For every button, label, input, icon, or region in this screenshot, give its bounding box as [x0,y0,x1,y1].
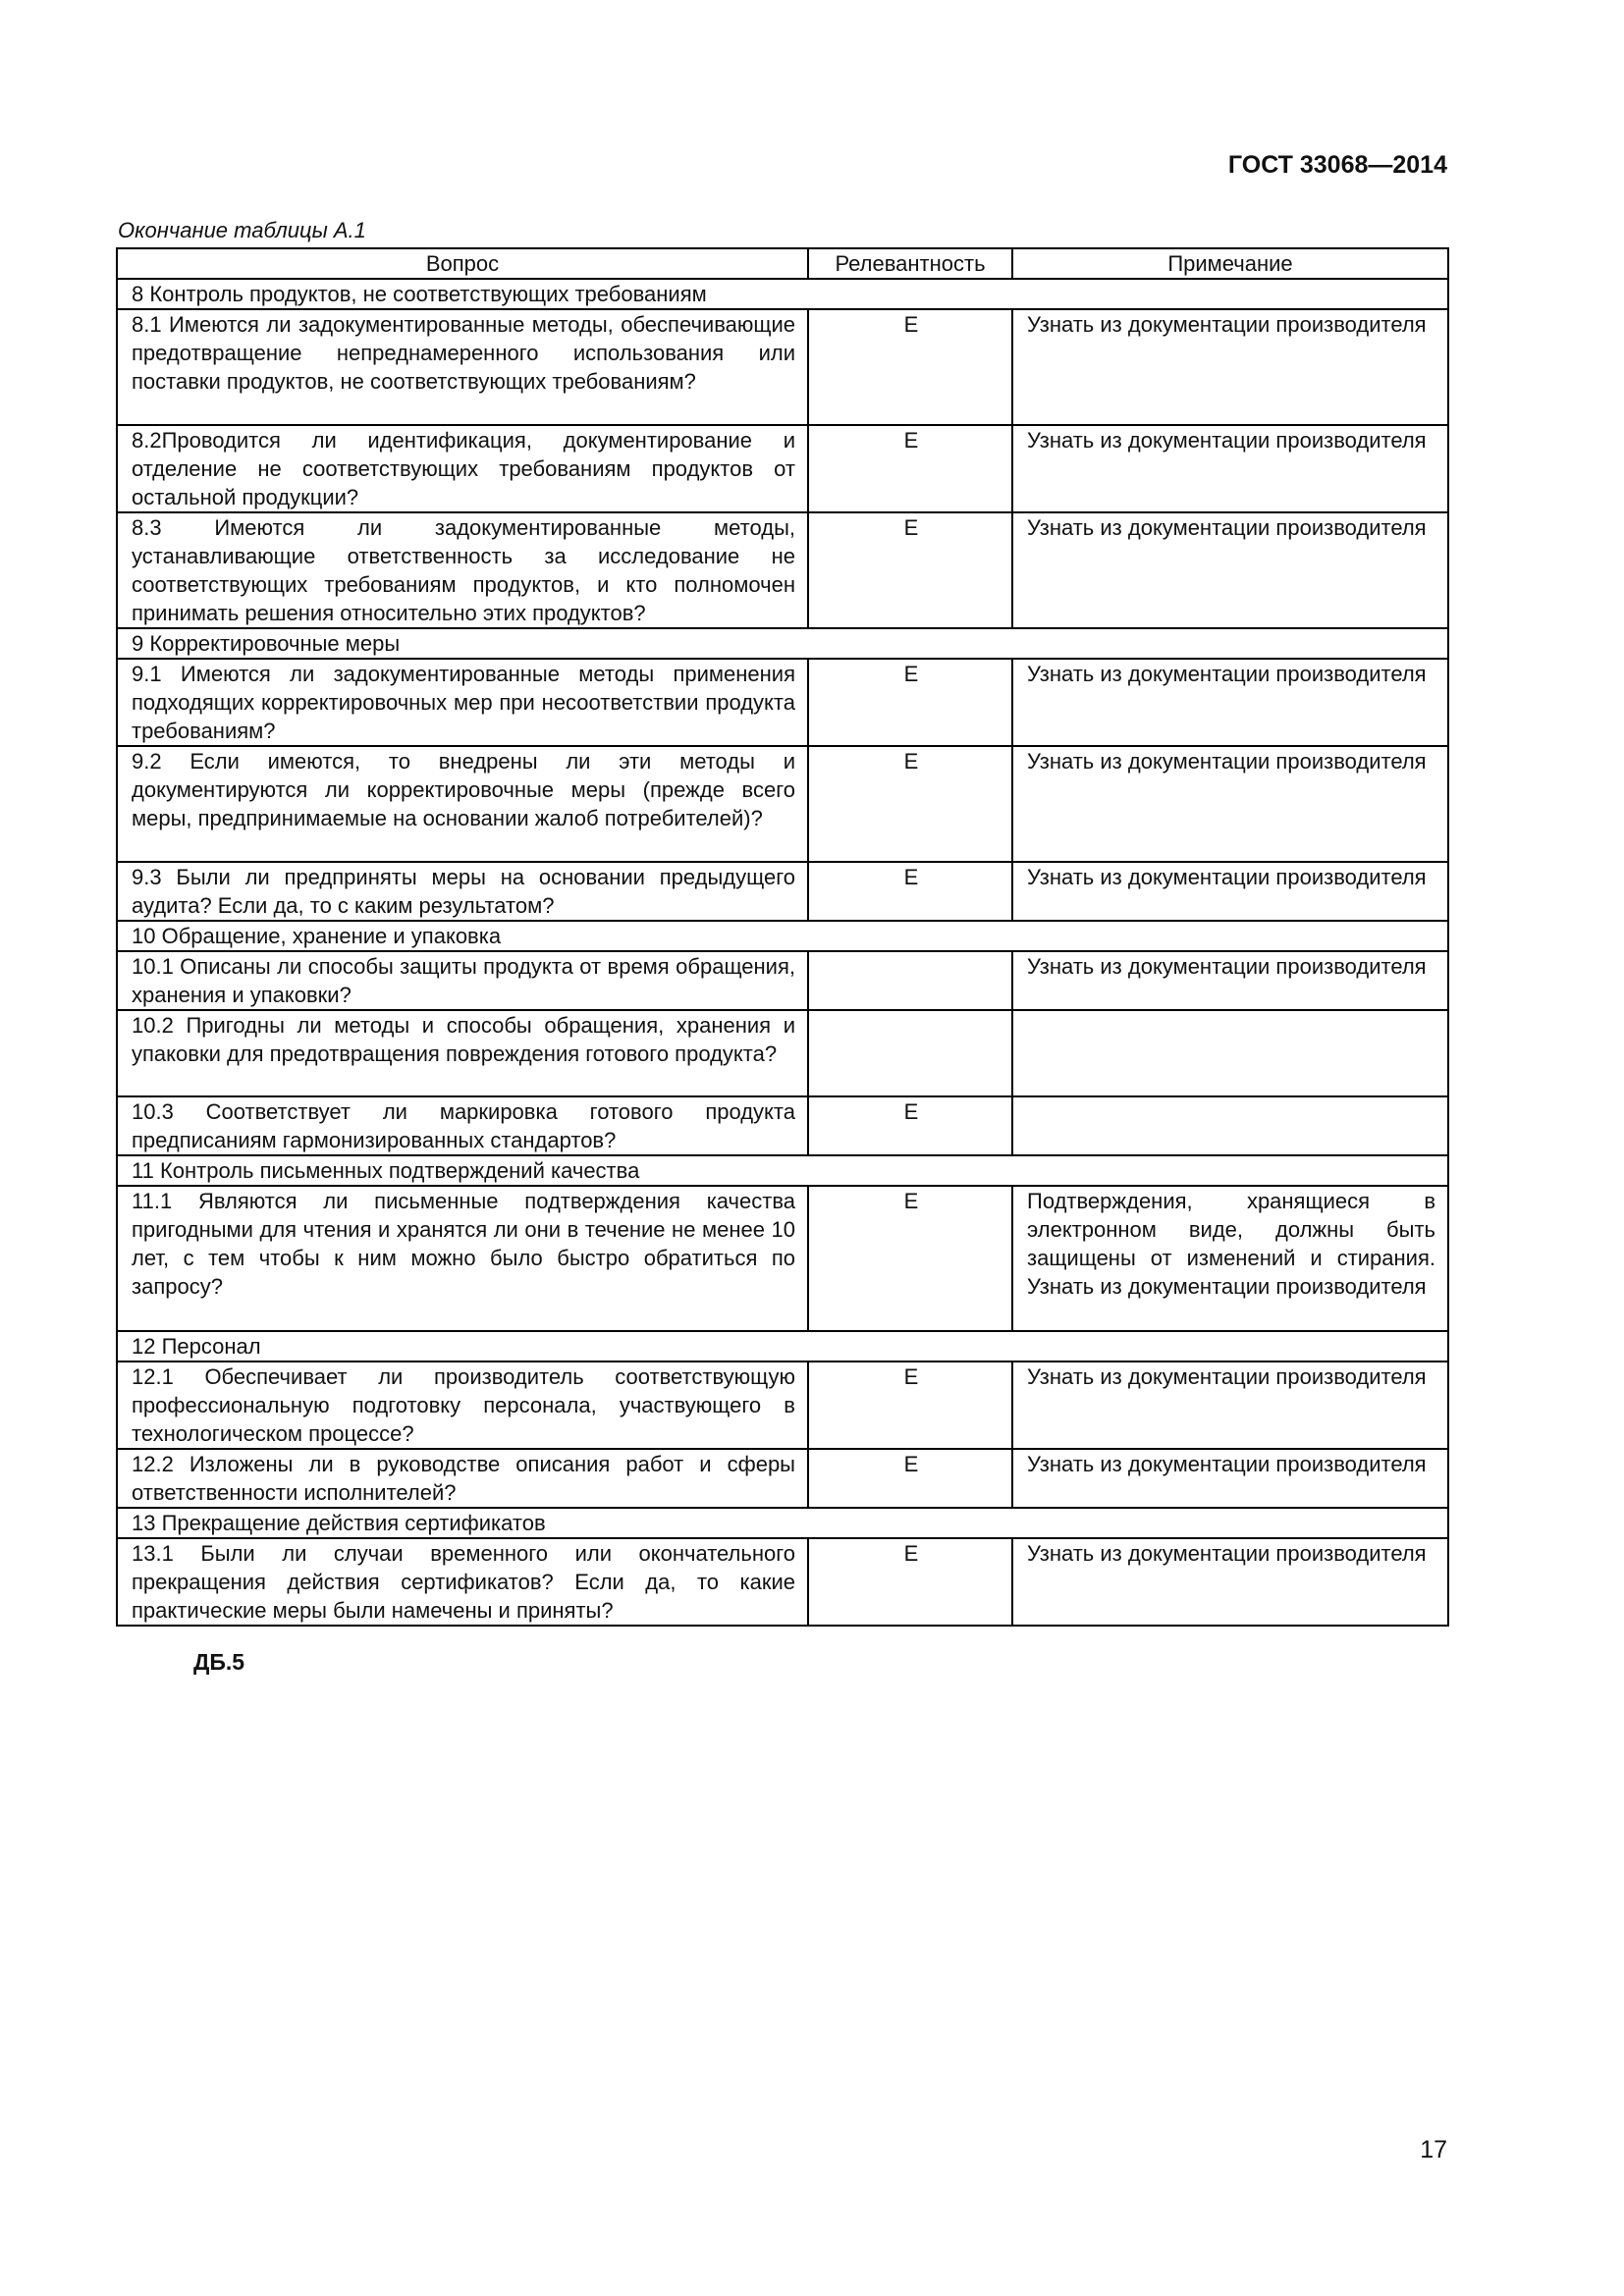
table-row [117,1362,1448,1449]
note-cell: Узнать из документации производителя [1012,512,1448,628]
question-cell: 11.1 Являются ли письменные подтверждения качества пригодными для чтения и хранятся ли они в течение не менее 10 лет, с тем чтобы к ним можно было быстро обратиться по запросу? [117,1186,808,1331]
section-row [117,279,1448,309]
question-cell: 10.2 Пригодны ли методы и способы обращения, хранения и упаковки для предотвращения повреждения готового продукта? [117,1010,808,1096]
question-cell: 10.3 Соответствует ли маркировка готового продукта предписаниям гармонизированных стандартов? [117,1096,808,1155]
table-caption: Окончание таблицы А.1 [118,218,366,242]
note-cell [1012,1096,1448,1155]
note-cell: Узнать из документации производителя [1012,862,1448,921]
table-row [117,951,1448,1010]
table-row [117,746,1448,862]
note-cell: Узнать из документации производителя [1012,746,1448,862]
relevance-cell: Е [808,746,1012,862]
table-row [117,1538,1448,1626]
section-title: 13 Прекращение действия сертификатов [117,1508,1448,1538]
question-cell: 8.2Проводится ли идентификация, документирование и отделение не соответствующих требованиям продуктов от остальной продукции? [117,425,808,512]
section-title: 10 Обращение, хранение и упаковка [117,921,1448,951]
note-cell [1012,1010,1448,1096]
column-header-note: Примечание [1012,248,1448,279]
table-row [117,1010,1448,1096]
note-cell: Узнать из документации производителя [1012,1362,1448,1449]
question-cell: 12.1 Обеспечивает ли производитель соответствующую профессиональную подготовку персонала, участвующего в технологическом процессе? [117,1362,808,1449]
table-row [117,512,1448,628]
section-row [117,1331,1448,1362]
relevance-cell: Е [808,425,1012,512]
section-row [117,921,1448,951]
column-header-relevance: Релевантность [808,248,1012,279]
relevance-cell [808,1010,1012,1096]
question-cell: 9.3 Были ли предприняты меры на основании предыдущего аудита? Если да, то с каким результатом? [117,862,808,921]
table-row [117,1096,1448,1155]
section-title: 12 Персонал [117,1331,1448,1362]
column-header-question: Вопрос [117,248,808,279]
question-cell: 8.1 Имеются ли задокументированные методы, обеспечивающие предотвращение непреднамеренного использования или поставки продуктов, не соответствующих требованиям? [117,309,808,425]
table-row [117,1186,1448,1331]
section-row [117,628,1448,659]
note-cell: Узнать из документации производителя [1012,659,1448,746]
relevance-cell: Е [808,512,1012,628]
table-row [117,862,1448,921]
relevance-cell: Е [808,1096,1012,1155]
relevance-cell: Е [808,1362,1012,1449]
note-cell: Узнать из документации производителя [1012,1538,1448,1626]
table-row [117,659,1448,746]
note-cell: Узнать из документации производителя [1012,951,1448,1010]
section-title: 8 Контроль продуктов, не соответствующих требованиям [117,279,1448,309]
relevance-cell: Е [808,309,1012,425]
question-cell: 9.1 Имеются ли задокументированные методы применения подходящих корректировочных мер при несоответствии продукта требованиям? [117,659,808,746]
relevance-cell: Е [808,1449,1012,1508]
relevance-cell: Е [808,1538,1012,1626]
section-title: 9 Корректировочные меры [117,628,1448,659]
question-cell: 10.1 Описаны ли способы защиты продукта от время обращения, хранения и упаковки? [117,951,808,1010]
note-cell: Узнать из документации производителя [1012,1449,1448,1508]
section-row [117,1155,1448,1186]
section-row [117,1508,1448,1538]
page-number: 17 [1420,2136,1447,2163]
relevance-cell: Е [808,1186,1012,1331]
note-cell: Узнать из документации производителя [1012,425,1448,512]
relevance-cell [808,951,1012,1010]
relevance-cell: Е [808,659,1012,746]
table-row [117,425,1448,512]
question-cell: 8.3 Имеются ли задокументированные методы, устанавливающие ответственность за исследование не соответствующих требованиям продуктов, и кто полномочен принимать решения относительно этих продуктов? [117,512,808,628]
question-cell: 9.2 Если имеются, то внедрены ли эти методы и документируются ли корректировочные меры (прежде всего меры, предпринимаемые на основании жалоб потребителей)? [117,746,808,862]
question-cell: 12.2 Изложены ли в руководстве описания работ и сферы ответственности исполнителей? [117,1449,808,1508]
document-code: ГОСТ 33068—2014 [1227,151,1447,179]
section-title: 11 Контроль письменных подтверждений качества [117,1155,1448,1186]
section-label: ДБ.5 [193,1649,245,1675]
note-cell: Узнать из документации производителя [1012,309,1448,425]
table-row [117,1449,1448,1508]
relevance-cell: Е [808,862,1012,921]
table-row [117,309,1448,425]
note-cell: Подтверждения, хранящиеся в электронном виде, должны быть защищены от изменений и стирания. Узнать из документации производителя [1012,1186,1448,1331]
table-header-row [117,248,1448,279]
question-cell: 13.1 Были ли случаи временного или окончательного прекращения действия сертификатов? Если да, то какие практические меры были намечены и приняты? [117,1538,808,1626]
requirements-table [116,247,1449,1627]
